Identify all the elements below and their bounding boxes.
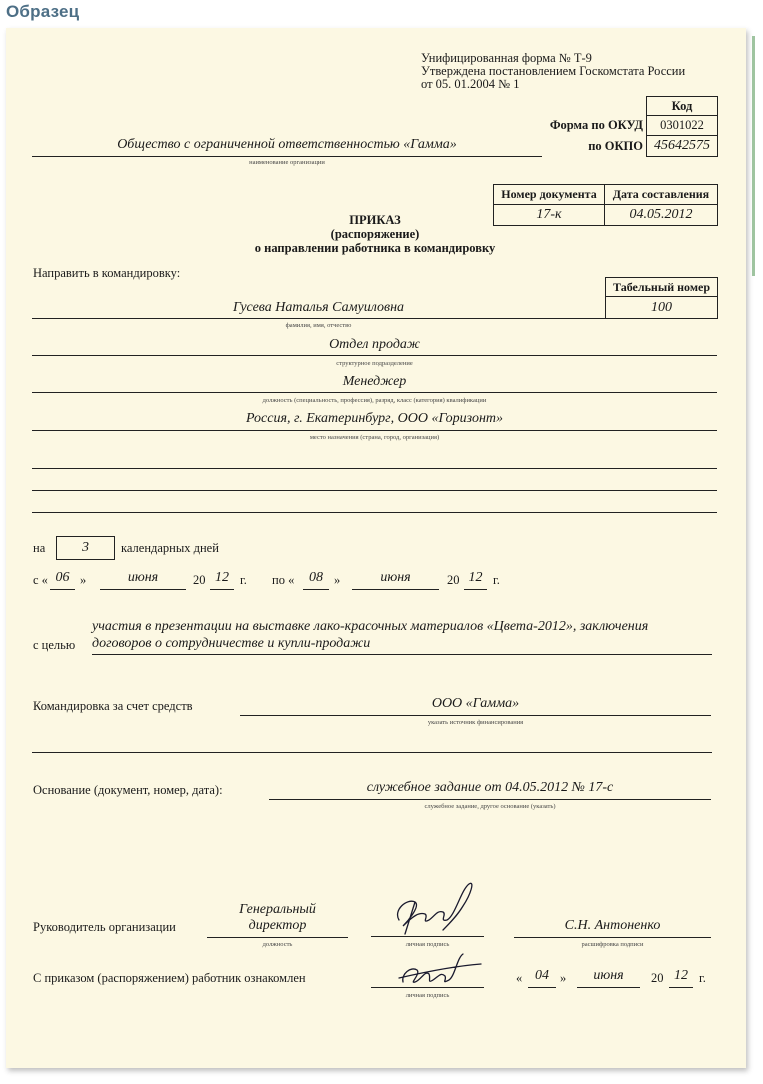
employee-name-caption: фамилия, имя, отчество [285, 322, 352, 329]
organization-name: Общество с ограниченной ответственностью «Гамма» [32, 137, 542, 157]
ack-year-suffix: г. [699, 971, 706, 985]
employee-name: Гусева Наталья Самуиловна [32, 300, 605, 319]
doc-date-header: Дата составления [604, 184, 718, 205]
basis-label: Основание (документ, номер, дата): [33, 783, 223, 797]
title-line3: о направлении работника в командировку [254, 241, 496, 255]
title-line2: (распоряжение) [330, 227, 420, 241]
okud-value: 0301022 [646, 115, 718, 136]
head-label: Руководитель организации [33, 920, 176, 934]
from-year: 12 [210, 570, 234, 590]
tab-number-header: Табельный номер [605, 277, 718, 297]
head-signature-image [385, 880, 485, 940]
from-year-suffix: г. [240, 573, 247, 587]
tab-number-value: 100 [605, 296, 718, 319]
ack-century: 20 [651, 971, 664, 985]
ack-open-quote: « [516, 971, 523, 985]
from-month: июня [100, 570, 186, 590]
to-year-suffix: г. [493, 573, 500, 587]
from-prefix: с « [33, 573, 48, 587]
doc-date-value: 04.05.2012 [604, 204, 718, 226]
doc-number-value: 17-к [493, 204, 605, 226]
basis-caption: служебное задание, другое основание (указать) [424, 803, 556, 810]
duration-prefix: на [33, 541, 46, 555]
department-caption: структурное подразделение [336, 360, 413, 367]
okpo-value: 45642575 [646, 135, 718, 157]
head-position-line2: директор [207, 918, 348, 938]
organization-caption: наименование организации [249, 159, 325, 166]
ack-year: 12 [669, 968, 693, 988]
from-day: 06 [50, 570, 75, 590]
send-label: Направить в командировку: [33, 266, 181, 280]
purpose-line1: участия в презентации на выставке лако-красочных материалов «Цвета-2012», заключения [92, 619, 649, 634]
funding-value: ООО «Гамма» [240, 696, 711, 716]
ack-month: июня [577, 968, 640, 988]
ack-label: С приказом (распоряжением) работник ознакомлен [33, 971, 306, 985]
head-name: С.Н. Антоненко [514, 918, 711, 938]
blank-line-3 [32, 512, 717, 513]
head-signature-caption: личная подпись [405, 941, 450, 948]
destination: Россия, г. Екатеринбург, ООО «Горизонт» [32, 411, 717, 431]
title-line1: ПРИКАЗ [349, 213, 401, 227]
scroll-accent-bar [752, 36, 755, 276]
to-year: 12 [464, 570, 487, 590]
ack-close-quote: » [560, 971, 567, 985]
form-info-line1: Унифицированная форма № Т-9 [421, 51, 592, 65]
to-close-quote: » [334, 573, 341, 587]
codes-header: Код [646, 96, 718, 116]
form-info-line2: Утверждена постановлением Госкомстата России [421, 64, 686, 78]
duration-suffix: календарных дней [121, 541, 219, 555]
to-century: 20 [447, 573, 460, 587]
blank-line-2 [32, 490, 717, 491]
funding-blank-line [32, 752, 712, 753]
to-prefix: по « [272, 573, 295, 587]
form-info [421, 52, 685, 91]
basis-value: служебное задание от 04.05.2012 № 17-с [269, 780, 711, 800]
position-caption: должность (специальность, профессия), разряд, класс (категория) квалификации [262, 397, 487, 404]
from-close-quote: » [80, 573, 87, 587]
head-name-caption: расшифровка подписи [581, 941, 644, 948]
to-day: 08 [303, 570, 329, 590]
page-heading: Образец [6, 2, 80, 21]
head-position-line1: Генеральный [239, 902, 316, 917]
position: Менеджер [32, 374, 717, 393]
purpose-line2: договоров о сотрудничестве и купли-продажи [92, 636, 712, 655]
destination-caption: место назначения (страна, город, организация) [309, 434, 440, 441]
ack-signature-image [395, 952, 485, 992]
ack-day: 04 [528, 968, 556, 988]
funding-caption: указать источник финансирования [427, 719, 524, 726]
doc-number-header: Номер документа [493, 184, 605, 205]
head-position-caption: должность [262, 941, 293, 948]
from-century: 20 [193, 573, 206, 587]
funding-label: Командировка за счет средств [33, 699, 193, 713]
purpose-label: с целью [33, 638, 76, 652]
to-month: июня [352, 570, 439, 590]
form-info-line3: от 05. 01.2004 № 1 [421, 77, 520, 91]
department: Отдел продаж [32, 337, 717, 356]
blank-line-1 [32, 468, 717, 469]
duration-days: 3 [56, 536, 115, 560]
okud-label: Форма по ОКУД [549, 118, 643, 132]
document-title [150, 213, 600, 255]
ack-signature-caption: личная подпись [405, 992, 450, 999]
okpo-label: по ОКПО [588, 139, 643, 153]
